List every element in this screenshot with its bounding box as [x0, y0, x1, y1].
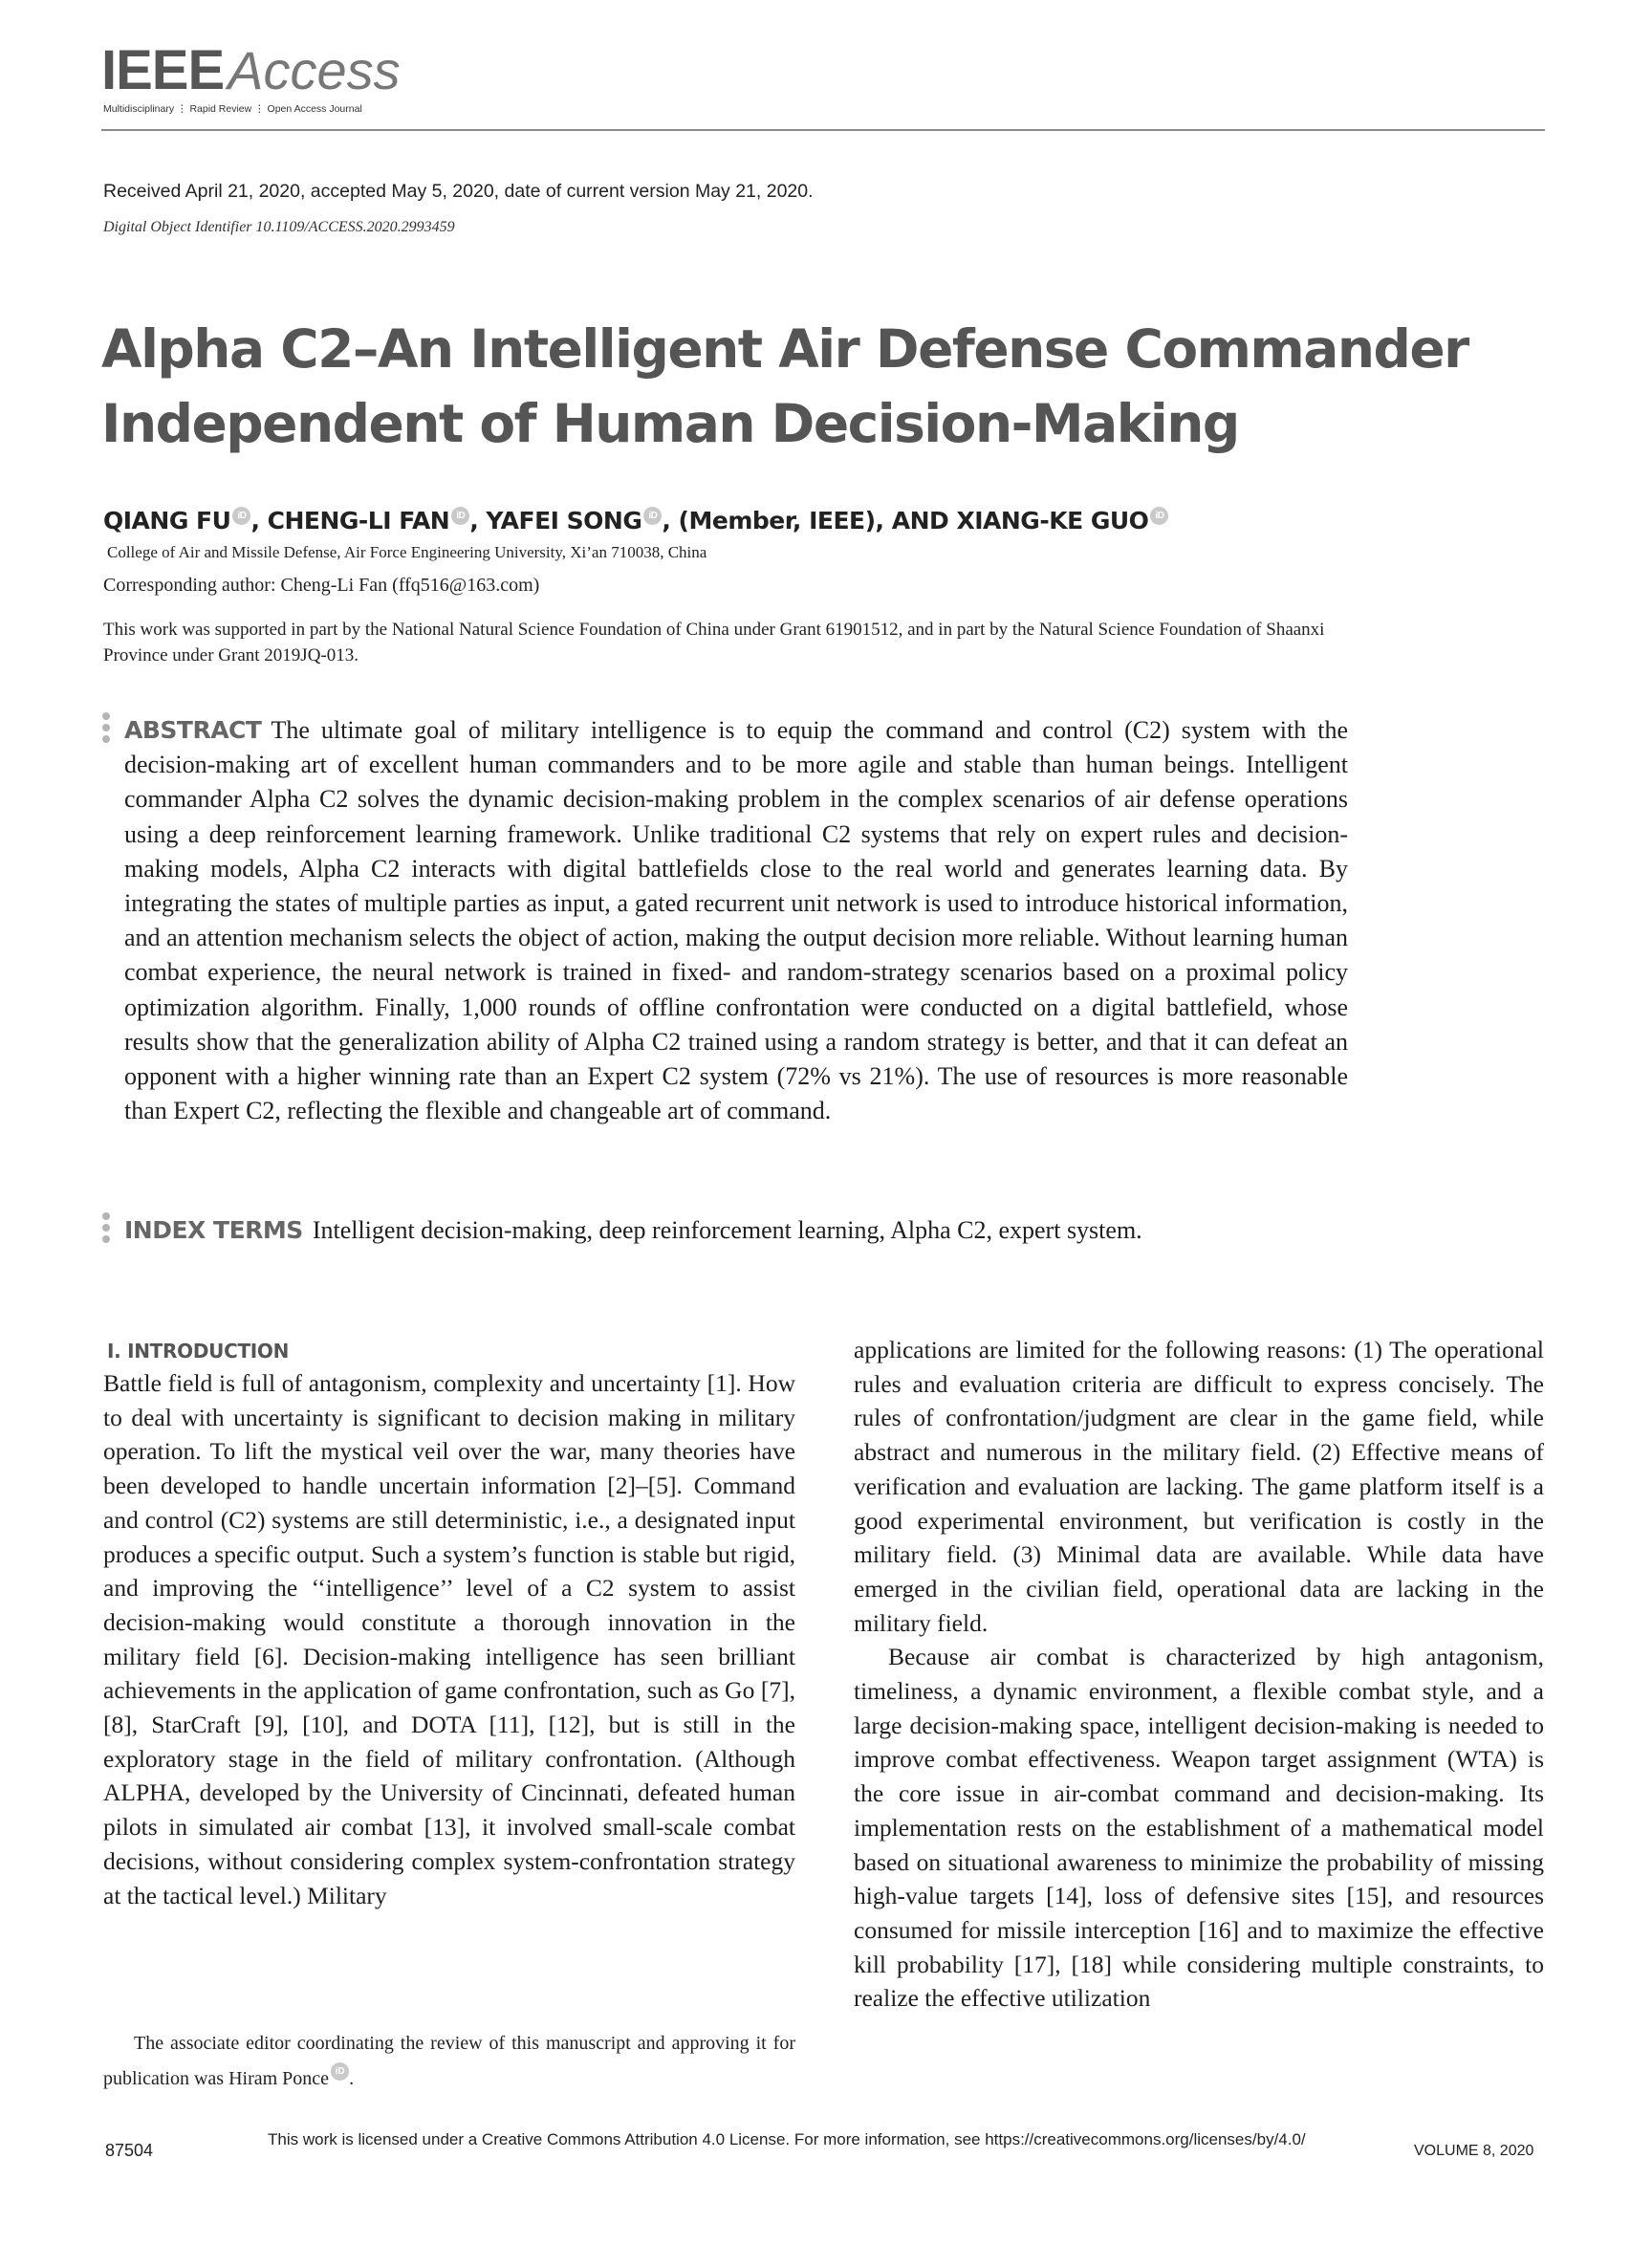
paragraph: Because air combat is characterized by high antagonism, timeliness, a dynamic environment, a flexible combat style, and a large decision-making space, intelligent decision-making is needed to improve combat effectiveness. Weapon target assignment (WTA) is the core issue in air-combat command and decision-making. Its implementation rests on the establishment of a mathematical model based on situational awareness to minimize the probability of missing high-value targets [14], loss of defensive sites [15], and resources consumed for missile interception [16] and to maximize the effective kill probability [17], [18] while considering multiple constraints, to realize the effective utilization — [854, 1643, 1544, 2013]
volume-info: VOLUME 8, 2020 — [1414, 2143, 1534, 2159]
paper-title: Alpha C2–An Intelligent Air Defense Commander Independent of Human Decision-Making — [101, 318, 1468, 454]
footnote-text: The associate editor coordinating the review of this manuscript and approving it for publication was Hiram Ponce — [103, 2033, 795, 2089]
doi: Digital Object Identifier 10.1109/ACCESS.2020.2993459 — [103, 219, 455, 235]
corresponding-author: Corresponding author: Cheng-Li Fan (ffq516@163.com) — [103, 575, 540, 596]
author-name: QIANG FU — [103, 507, 231, 534]
right-column — [854, 1333, 1544, 2016]
abstract-label: ABSTRACT — [124, 716, 262, 744]
logo-tagline: Multidisciplinary ⋮ Rapid Review ⋮ Open Access Journal — [103, 103, 362, 115]
section-dots-icon — [102, 712, 112, 747]
affiliation: College of Air and Missile Defense, Air Force Engineering University, Xi’an 710038, China — [107, 543, 707, 561]
section-heading: I. INTRODUCTION — [107, 1340, 290, 1363]
received-dates: Received April 21, 2020, accepted May 5, 2020, date of current version May 21, 2020. — [103, 181, 814, 202]
left-column — [103, 1366, 795, 1912]
abstract-text: The ultimate goal of military intelligence is to equip the command and control (C2) system with the decision-making art of excellent human commanders and to be more agile and stable than human beings. Intelligent commander Alpha C2 solves the dynamic decision-making problem in the complex scenarios of air defense operations using a deep reinforcement learning framework. Unlike traditional C2 systems that rely on expert rules and decision-making models, Alpha C2 interacts with digital battlefields close to the real world and generates learning data. By integrating the states of multiple parties as input, a gated recurrent unit network is used to introduce historical information, and an attention mechanism selects the object of action, making the output decision more reliable. Without learning human combat experience, the neural network is trained in fixed- and random-strategy scenarios based on a proximal policy optimization algorithm. Finally, 1,000 rounds of offline confrontation were conducted on a digital battlefield, whose results show that the generalization ability of Alpha C2 trained using a random strategy is better, and that it can defeat an opponent with a higher winning rate than an Expert C2 system (72% vs 21%). The use of resources is more reasonable than Expert C2, reflecting the flexible and changeable art of command. — [124, 716, 1348, 1125]
author-name: , CHENG-LI FAN — [250, 507, 450, 534]
author-name: , (Member, IEEE), AND XIANG-KE GUO — [662, 507, 1149, 534]
journal-logo — [101, 39, 401, 101]
abstract — [124, 713, 1348, 1128]
orcid-icon[interactable]: iD — [1150, 507, 1168, 525]
author-list — [103, 507, 1168, 534]
logo-ieee: IEEE — [101, 39, 225, 101]
license-notice[interactable]: This work is licensed under a Creative Commons Attribution 4.0 License. For more information, see https://creativecommons.org/licenses/by/4.0/ — [268, 2130, 1306, 2148]
logo-access: Access — [228, 40, 401, 100]
index-terms — [124, 1213, 1348, 1248]
author-name: , YAFEI SONG — [469, 507, 642, 534]
footnote-end: . — [349, 2068, 355, 2089]
paragraph: applications are limited for the following reasons: (1) The operational rules and evaluation criteria are difficult to express concisely. The rules of confrontation/judgment are clear in the game field, while abstract and numerous in the military field. (2) Effective means of verification and evaluation are lacking. The game platform itself is a good experimental environment, but verification is costly in the military field. (3) Minimal data are available. While data have emerged in the civilian field, operational data are lacking in the military field. — [854, 1336, 1544, 1637]
page-number: 87504 — [105, 2141, 154, 2160]
header-divider — [101, 129, 1545, 131]
orcid-icon[interactable]: iD — [451, 507, 469, 525]
orcid-icon[interactable]: iD — [643, 507, 662, 525]
index-terms-text: Intelligent decision-making, deep reinforcement learning, Alpha C2, expert system. — [312, 1216, 1142, 1244]
funding-statement: This work was supported in part by the National Natural Science Foundation of China under Grant 61901512, and in part by the Natural Science Foundation of Shaanxi Province under Grant 2019JQ-013. — [103, 620, 1325, 665]
section-dots-icon — [102, 1212, 112, 1247]
orcid-icon[interactable]: iD — [331, 2062, 349, 2081]
paragraph: Battle field is full of antagonism, complexity and uncertainty [1]. How to deal with uncertainty is significant to decision making in military operation. To lift the mystical veil over the war, many theories have been developed to handle uncertain information [2]–[5]. Command and control (C2) systems are still deterministic, i.e., a designated input produces a specific output. Such a system’s function is stable but rigid, and improving the ‘‘intelligence’’ level of a C2 system to assist decision-making would constitute a thorough innovation in the military field [6]. Decision-making intelligence has seen brilliant achievements in the application of game confrontation, such as Go [7], [8], StarCraft [9], [10], and DOTA [11], [12], but is still in the exploratory stage in the field of military confrontation. (Although ALPHA, developed by the University of Cincinnati, defeated human pilots in simulated air combat [13], it involved small-scale combat decisions, without considering complex system-confrontation strategy at the tactical level.) Military — [103, 1369, 795, 1909]
editor-footnote — [103, 2026, 795, 2097]
index-terms-label: INDEX TERMS — [124, 1216, 303, 1244]
orcid-icon[interactable]: iD — [232, 507, 250, 525]
